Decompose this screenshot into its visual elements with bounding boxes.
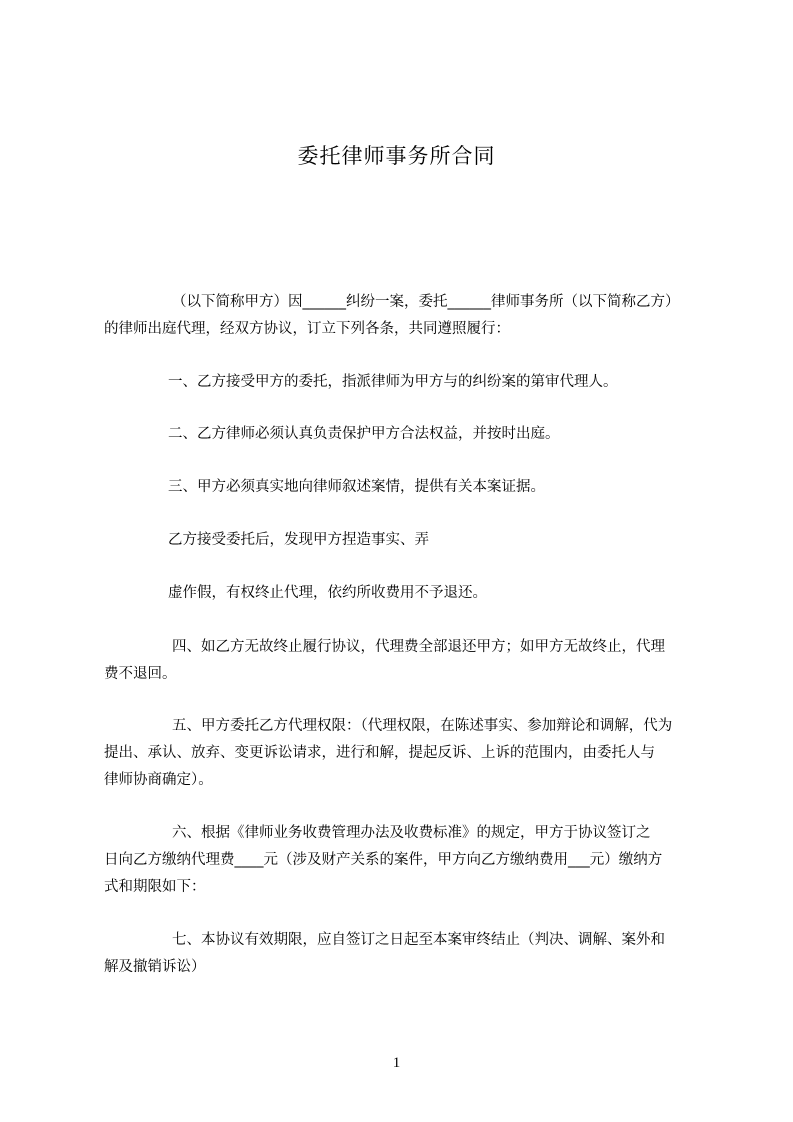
clause-6-line-3: 式和期限如下： [104, 879, 206, 895]
page-number: 1 [392, 1055, 401, 1071]
document-title: 委托律师事务所合同 [297, 144, 496, 168]
clause-4 [104, 634, 702, 688]
preamble-paragraph [104, 289, 702, 343]
clause-7 [104, 927, 702, 981]
clause-6 [104, 820, 702, 901]
clause-3 [104, 474, 702, 501]
clause-3-continuation-a-line: 乙方接受委托后，发现甲方捏造事实、弄 [168, 532, 429, 548]
clause-1 [104, 369, 702, 396]
clause-3-continuation-a [104, 527, 702, 554]
clause-1-line-1: 一、乙方接受甲方的委托，指派律师为甲方与的纠纷案的第审代理人。 [168, 374, 618, 390]
clause-2 [104, 421, 702, 448]
clause-7-line-2: 解及撤销诉讼） [104, 959, 206, 975]
clause-3-line-1: 三、甲方必须真实地向律师叙述案情，提供有关本案证据。 [168, 479, 545, 495]
clause-4-line-1: 四、如乙方无故终止履行协议，代理费全部退还甲方；如甲方无故终止，代理 [172, 639, 665, 655]
clause-5-line-2: 提出、承认、放弃、变更诉讼请求，进行和解，提起反诉、上诉的范围内，由委托人与 [104, 745, 655, 761]
clause-6-line-2: 日向乙方缴纳代理费____元（涉及财产关系的案件，甲方向乙方缴纳费用___元）缴纳方 [104, 852, 663, 868]
clause-3-continuation-b-line: 虚作假，有权终止代理，依约所收费用不予退还。 [168, 585, 487, 601]
clause-2-line-1: 二、乙方律师必须认真负责保护甲方合法权益，并按时出庭。 [168, 426, 560, 442]
clause-6-line-1: 六、根据《律师业务收费管理办法及收费标准》的规定，甲方于协议签订之 [172, 825, 651, 841]
clause-5 [104, 713, 702, 794]
preamble-line-2: 的律师出庭代理，经双方协议，订立下列各条，共同遵照履行： [104, 321, 510, 337]
preamble-line-1: （以下简称甲方）因______纠纷一案，委托______律师事务所（以下简称乙方） [172, 294, 680, 310]
clause-5-line-3: 律师协商确定）。 [104, 772, 213, 788]
clause-7-line-1: 七、本协议有效期限，应自签订之日起至本案审终结止（判决、调解、案外和 [172, 932, 665, 948]
clause-5-line-1: 五、甲方委托乙方代理权限：（代理权限，在陈述事实、参加辩论和调解，代为 [172, 718, 673, 734]
clause-3-continuation-b [104, 580, 702, 607]
clause-4-line-2: 费不退回。 [104, 666, 177, 682]
